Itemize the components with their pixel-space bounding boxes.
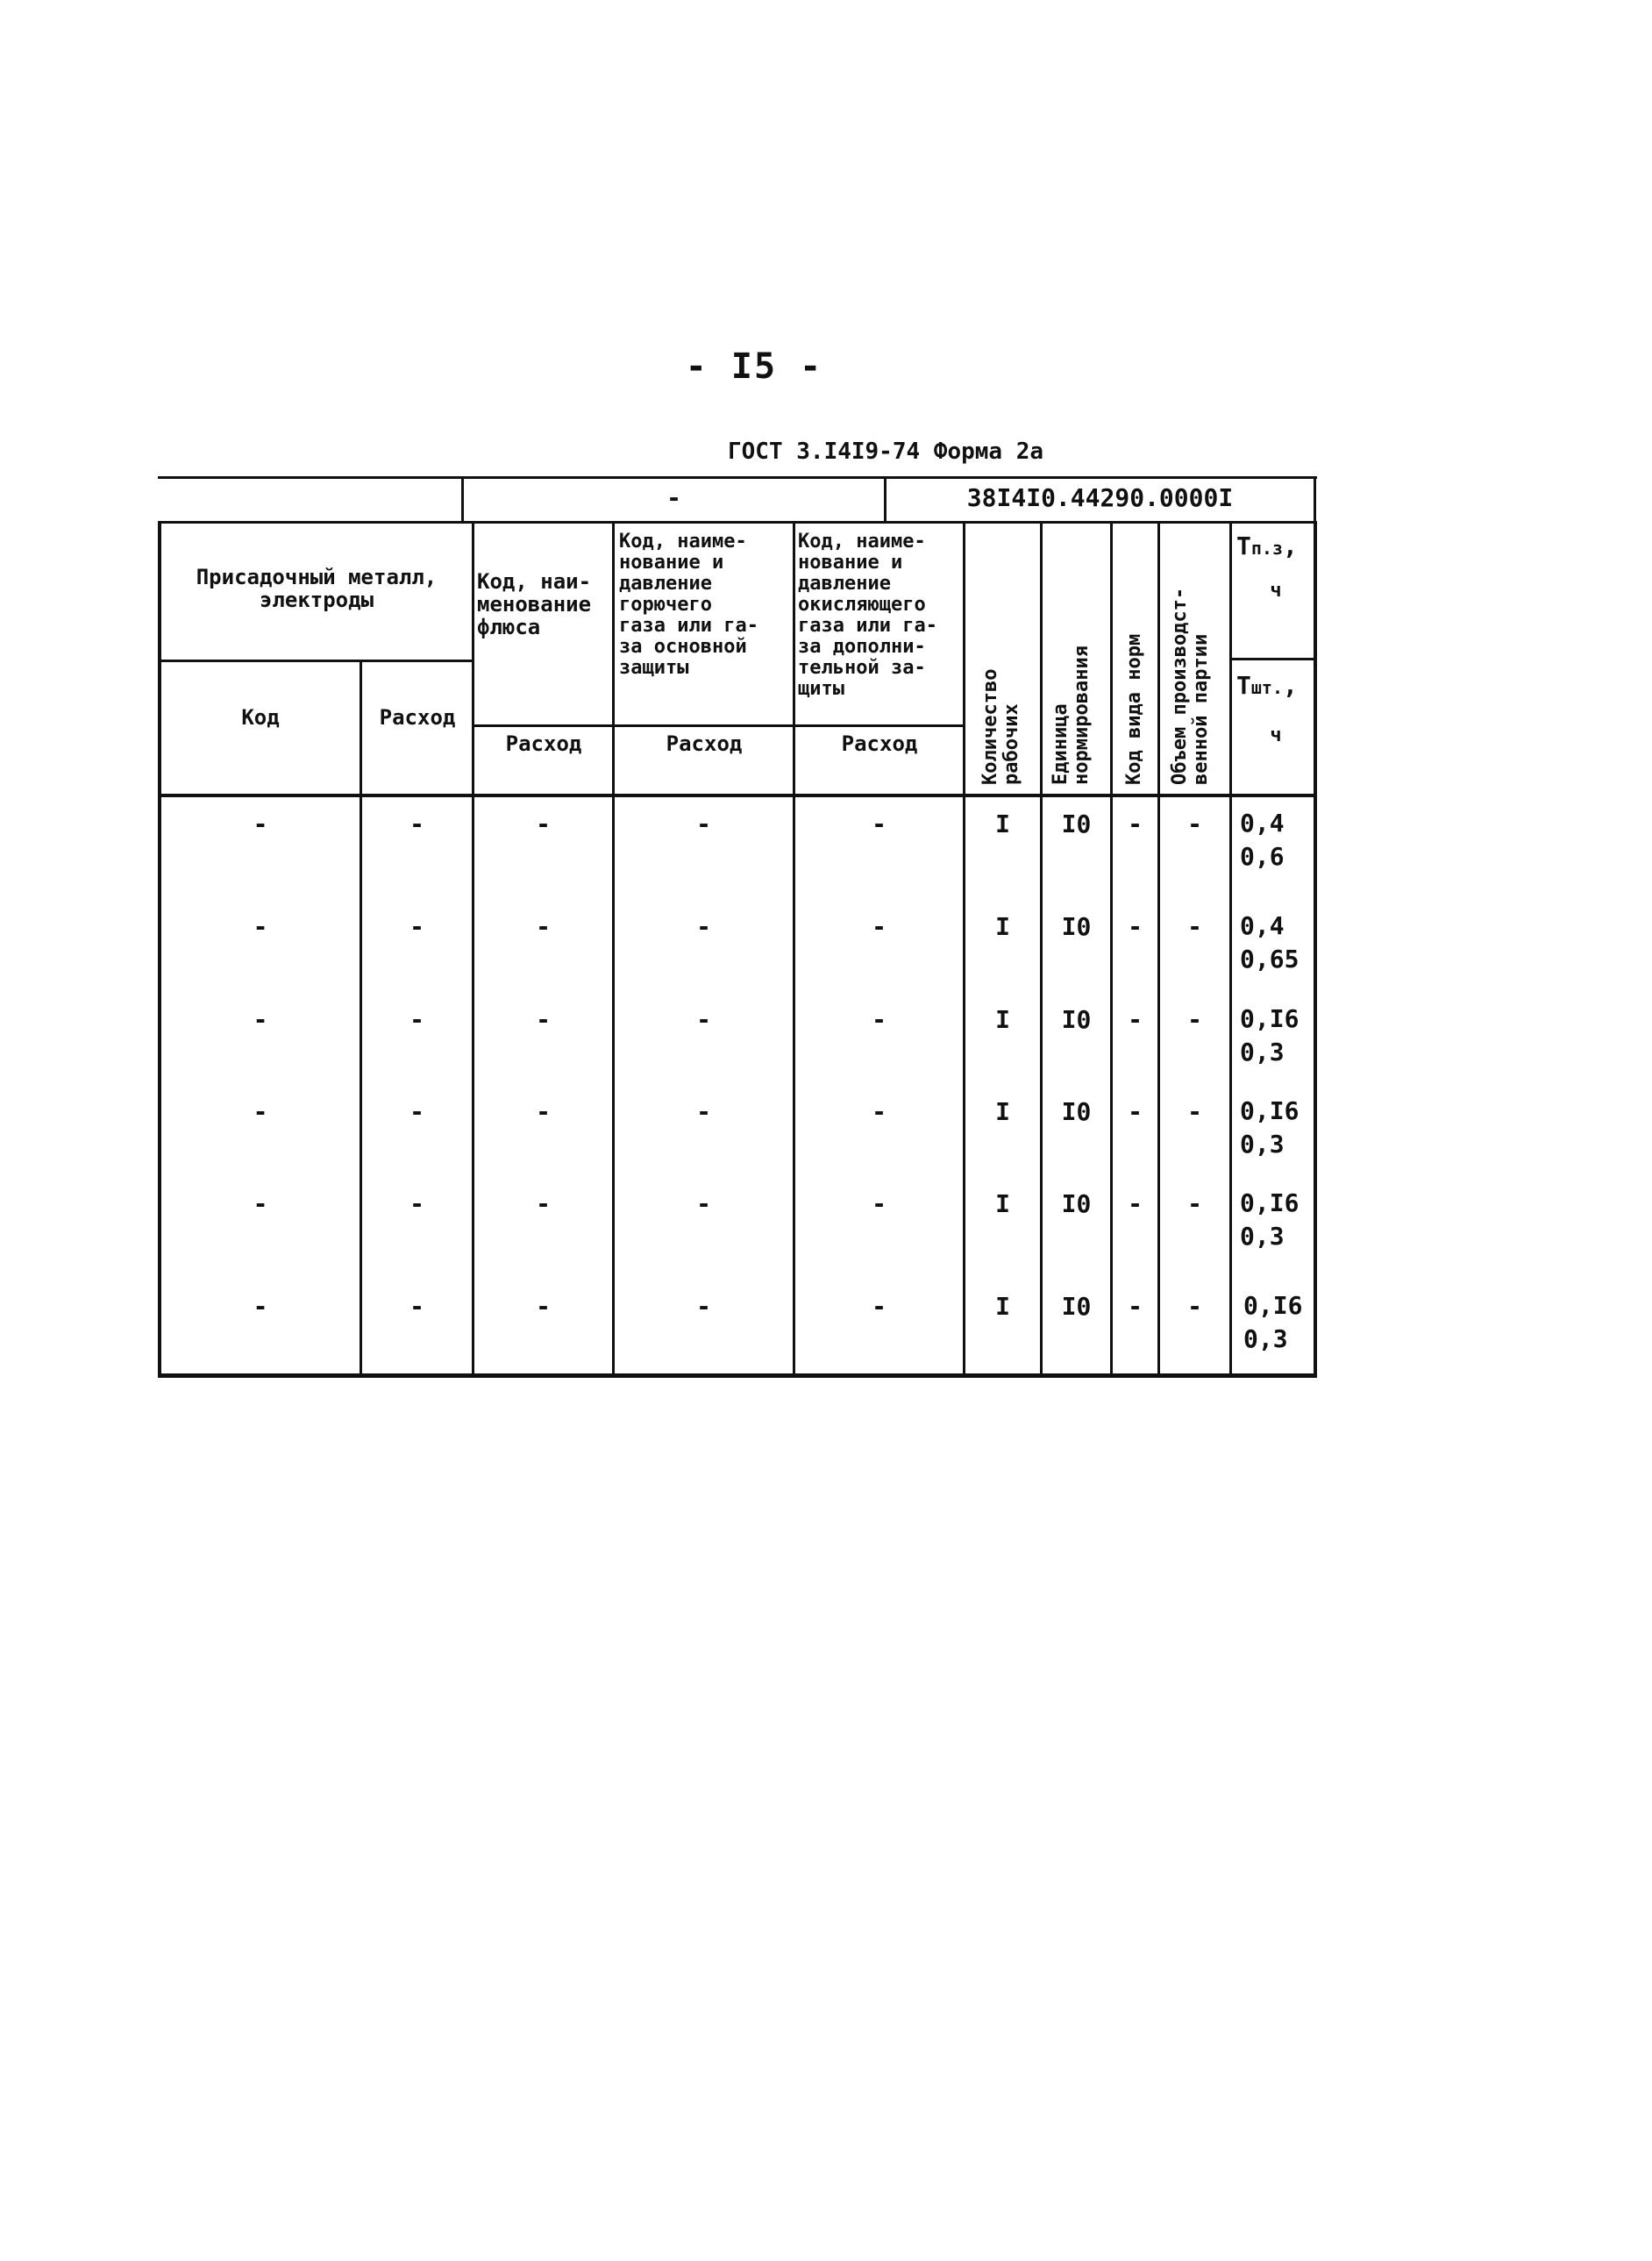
- cell-flux-rate: -: [536, 1097, 551, 1126]
- tpz-main: Т: [1236, 531, 1251, 560]
- tpz-unit: ч: [1270, 580, 1282, 602]
- cell-batch: -: [1187, 1005, 1202, 1034]
- cell-filler-rate: -: [409, 810, 424, 838]
- cell-unit: I0: [1061, 1189, 1092, 1218]
- cell-times: 0,I6 0,3: [1243, 1291, 1303, 1353]
- cell-fuel-gas-rate: -: [696, 1005, 711, 1034]
- cell-filler-code: -: [253, 1189, 268, 1218]
- cell-workers: I: [995, 912, 1010, 941]
- cell-norm-code: -: [1128, 810, 1143, 838]
- cell-filler-code: -: [253, 1097, 268, 1126]
- cell-batch: -: [1187, 1097, 1202, 1126]
- form-label: ГОСТ 3.I4I9-74 Форма 2а: [728, 439, 1044, 465]
- cell-filler-code: -: [253, 1005, 268, 1034]
- cell-oxid-gas-rate: -: [872, 912, 887, 941]
- fuel-gas-header: Код, наиме- нование и давление горючего газа или га- за основной защиты: [619, 531, 758, 679]
- cell-fuel-gas-rate: -: [696, 1292, 711, 1321]
- cell-times: 0,I6 0,3: [1240, 1004, 1300, 1066]
- cell-unit: I0: [1061, 1097, 1092, 1126]
- cell-flux-rate: -: [536, 1292, 551, 1321]
- cell-filler-code: -: [253, 1292, 268, 1321]
- cell-oxid-gas-rate: -: [872, 1097, 887, 1126]
- cell-flux-rate: -: [536, 1189, 551, 1218]
- cell-fuel-gas-rate: -: [696, 912, 711, 941]
- filler-header: Присадочный металл, электроды: [196, 565, 438, 612]
- workers-header: Количество рабочих: [979, 668, 1022, 785]
- cell-times: 0,4 0,65: [1240, 911, 1300, 974]
- cell-fuel-gas-rate: -: [696, 810, 711, 838]
- oxid-gas-rate-header: Расход: [841, 731, 918, 756]
- tsh-sub: шт.: [1250, 677, 1283, 698]
- cell-flux-rate: -: [536, 810, 551, 838]
- document-code: 38I4I0.44290.0000I: [966, 483, 1234, 512]
- unit-header: Единица нормирования: [1050, 645, 1093, 785]
- cell-filler-rate: -: [409, 912, 424, 941]
- flux-header: Код, наи- менование флюса: [477, 569, 592, 639]
- cell-workers: I: [995, 1097, 1010, 1126]
- cell-filler-rate: -: [409, 1005, 424, 1034]
- cell-times: 0,I6 0,3: [1240, 1188, 1300, 1251]
- cell-times: 0,4 0,6: [1240, 809, 1285, 871]
- cell-norm-code: -: [1128, 1097, 1143, 1126]
- cell-oxid-gas-rate: -: [872, 1005, 887, 1034]
- cell-flux-rate: -: [536, 912, 551, 941]
- cell-batch: -: [1187, 1189, 1202, 1218]
- tsh-unit: ч: [1270, 724, 1282, 746]
- cell-workers: I: [995, 1189, 1010, 1218]
- filler-rate-header: Расход: [379, 705, 456, 730]
- cell-oxid-gas-rate: -: [872, 1292, 887, 1321]
- cell-fuel-gas-rate: -: [696, 1189, 711, 1218]
- cell-workers: I: [995, 1292, 1010, 1321]
- cell-unit: I0: [1061, 1292, 1092, 1321]
- tsh-main: Т: [1236, 671, 1251, 700]
- cell-filler-code: -: [253, 810, 268, 838]
- cell-norm-code: -: [1128, 1005, 1143, 1034]
- cell-norm-code: -: [1128, 1292, 1143, 1321]
- cell-oxid-gas-rate: -: [872, 1189, 887, 1218]
- cell-unit: I0: [1061, 1005, 1092, 1034]
- cell-workers: I: [995, 810, 1010, 838]
- cell-filler-rate: -: [409, 1189, 424, 1218]
- tpz-header: Тп.з, ч: [1236, 531, 1315, 602]
- fuel-gas-rate-header: Расход: [666, 731, 743, 756]
- flux-rate-header: Расход: [505, 731, 582, 756]
- cell-filler-rate: -: [409, 1292, 424, 1321]
- tsh-header: Тшт., ч: [1236, 671, 1315, 746]
- cell-filler-rate: -: [409, 1097, 424, 1126]
- batch-header: Объем производст- венной партии: [1169, 587, 1212, 785]
- cell-filler-code: -: [253, 912, 268, 941]
- cell-batch: -: [1187, 912, 1202, 941]
- filler-code-header: Код: [241, 705, 280, 730]
- header-dash: -: [666, 483, 681, 512]
- cell-flux-rate: -: [536, 1005, 551, 1034]
- oxid-gas-header: Код, наиме- нование и давление окисляющего газа или га- за дополни- тельной за- щиты: [798, 531, 937, 700]
- cell-workers: I: [995, 1005, 1010, 1034]
- cell-unit: I0: [1061, 810, 1092, 838]
- cell-times: 0,I6 0,3: [1240, 1096, 1300, 1159]
- cell-batch: -: [1187, 1292, 1202, 1321]
- page-number: - I5 -: [685, 346, 823, 387]
- cell-norm-code: -: [1128, 912, 1143, 941]
- cell-fuel-gas-rate: -: [696, 1097, 711, 1126]
- cell-oxid-gas-rate: -: [872, 810, 887, 838]
- cell-unit: I0: [1061, 912, 1092, 941]
- cell-norm-code: -: [1128, 1189, 1143, 1218]
- tpz-sub: п.з: [1250, 538, 1283, 559]
- norm-code-header: Код вида норм: [1123, 633, 1145, 785]
- cell-batch: -: [1187, 810, 1202, 838]
